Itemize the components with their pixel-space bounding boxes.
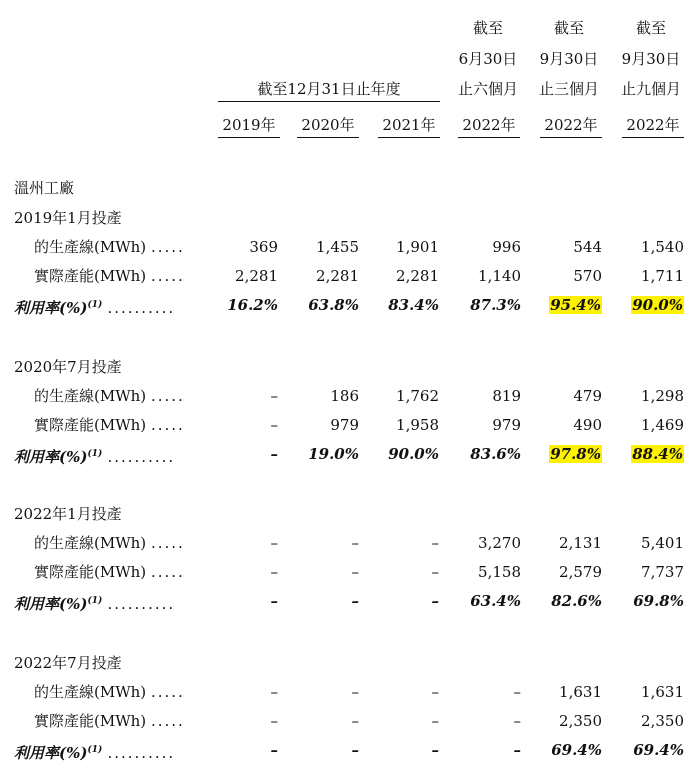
col5-header-line1: 截至 <box>553 19 584 37</box>
cell-text: 82.6% <box>551 592 602 610</box>
cell-value <box>532 589 602 613</box>
cell-text: – <box>431 592 439 610</box>
utilization-label <box>14 442 175 469</box>
cell-value <box>451 738 521 762</box>
cell-value <box>614 560 684 584</box>
utilization-row <box>0 442 700 466</box>
leader-dots: ..... <box>150 683 185 701</box>
capacity-row <box>0 264 700 288</box>
cell-text: 544 <box>573 238 602 256</box>
footnote-marker: (1) <box>87 596 103 606</box>
cell-text: 1,958 <box>396 416 439 434</box>
cell-text: – <box>351 563 359 581</box>
cell-value <box>369 531 439 555</box>
cell-text: – <box>351 592 359 610</box>
leader-dots: .......... <box>107 299 176 317</box>
cell-value <box>614 709 684 733</box>
col1-header-year: 2019年 <box>218 115 280 138</box>
cell-text: 90.0% <box>388 445 439 463</box>
cell-value <box>451 560 521 584</box>
cell-text: 2,281 <box>235 267 278 285</box>
cell-text: 83.4% <box>388 296 439 314</box>
cell-value <box>451 589 521 613</box>
cell-value <box>289 264 359 288</box>
cell-value <box>208 264 278 288</box>
cell-text: – <box>513 741 521 759</box>
row-label-text: 利用率(%) <box>14 448 88 466</box>
col2-header-year: 2020年 <box>297 115 359 138</box>
section-title: 2020年7月投產 <box>14 358 122 376</box>
cell-text: – <box>431 712 439 730</box>
capacity-label <box>34 264 185 288</box>
cell-value <box>614 264 684 288</box>
cell-value <box>532 235 602 259</box>
cell-text: 2,579 <box>559 563 602 581</box>
cell-value <box>614 589 684 613</box>
col6-header-year: 2022年 <box>622 115 684 138</box>
cell-value <box>532 413 602 437</box>
cell-text: – <box>351 741 359 759</box>
cell-text: – <box>431 563 439 581</box>
cell-text: 1,762 <box>396 387 439 405</box>
cell-value <box>289 709 359 733</box>
section-title-row <box>0 651 700 675</box>
cell-value <box>532 293 602 317</box>
cell-value <box>369 293 439 317</box>
cell-text: 979 <box>492 416 521 434</box>
cell-text: – <box>270 563 278 581</box>
cell-value <box>451 709 521 733</box>
cell-value <box>369 413 439 437</box>
cell-value <box>614 738 684 762</box>
output-label <box>34 680 185 704</box>
cell-value <box>289 589 359 613</box>
cell-text: 1,540 <box>641 238 684 256</box>
cell-value <box>208 560 278 584</box>
cell-value <box>451 235 521 259</box>
cell-text: – <box>270 445 278 463</box>
cell-value <box>289 384 359 408</box>
cell-text: – <box>351 683 359 701</box>
cell-value <box>451 442 521 466</box>
leader-dots: ..... <box>150 712 185 730</box>
cell-value <box>289 235 359 259</box>
cell-text: 1,711 <box>641 267 684 285</box>
cell-text: – <box>431 683 439 701</box>
plant-title-row <box>0 176 700 200</box>
row-label-text: 實際產能(MWh) <box>34 563 147 581</box>
leader-dots: ..... <box>150 534 185 552</box>
cell-text: 69.8% <box>633 592 684 610</box>
cell-value <box>208 235 278 259</box>
cell-value <box>289 738 359 762</box>
cell-text: 87.3% <box>470 296 521 314</box>
col4-header-line3: 止六個月 <box>457 80 518 98</box>
cell-value <box>208 589 278 613</box>
plant-title: 溫州工廠 <box>14 179 75 197</box>
cell-value <box>532 680 602 704</box>
leader-dots: .......... <box>107 744 176 762</box>
cell-text: 16.2% <box>227 296 278 314</box>
output-row <box>0 531 700 555</box>
cell-value <box>451 680 521 704</box>
cell-text: – <box>270 683 278 701</box>
cell-value <box>369 589 439 613</box>
row-label-text: 的生產線(MWh) <box>34 534 147 552</box>
cell-value <box>208 709 278 733</box>
col4-header-line1: 截至 <box>472 19 503 37</box>
leader-dots: ..... <box>150 238 185 256</box>
col4-header-year: 2022年 <box>458 115 520 138</box>
leader-dots: ..... <box>150 267 185 285</box>
cell-text: – <box>351 712 359 730</box>
cell-text: 979 <box>330 416 359 434</box>
output-label <box>34 531 185 555</box>
col3-header-year: 2021年 <box>378 115 440 138</box>
col6-header-line1: 截至 <box>635 19 666 37</box>
cell-text: – <box>513 683 521 701</box>
capacity-label <box>34 709 185 733</box>
cell-value <box>208 384 278 408</box>
cell-text: 1,140 <box>478 267 521 285</box>
cell-text: 1,298 <box>641 387 684 405</box>
row-label-text: 的生產線(MWh) <box>34 683 147 701</box>
section-title: 2019年1月投產 <box>14 209 122 227</box>
cell-text: 1,901 <box>396 238 439 256</box>
cell-text: 69.4% <box>633 741 684 759</box>
output-row <box>0 680 700 704</box>
cell-text: 5,158 <box>478 563 521 581</box>
cell-text: 95.4% <box>550 296 601 314</box>
cell-text: – <box>351 534 359 552</box>
cell-text: 1,631 <box>641 683 684 701</box>
cell-text: 63.4% <box>470 592 521 610</box>
cell-value <box>208 442 278 466</box>
cell-value <box>289 442 359 466</box>
output-label <box>34 384 185 408</box>
output-row <box>0 235 700 259</box>
leader-dots: .......... <box>107 595 176 613</box>
cell-text: 3,270 <box>478 534 521 552</box>
cell-value <box>614 680 684 704</box>
cell-text: 5,401 <box>641 534 684 552</box>
cell-text: 97.8% <box>550 445 601 463</box>
row-label-text: 實際產能(MWh) <box>34 712 147 730</box>
cell-text: 2,281 <box>396 267 439 285</box>
output-row <box>0 384 700 408</box>
leader-dots: ..... <box>150 563 185 581</box>
utilization-row <box>0 738 700 762</box>
cell-text: 819 <box>492 387 521 405</box>
cell-text: 83.6% <box>470 445 521 463</box>
cell-value <box>532 709 602 733</box>
cell-text: 186 <box>330 387 359 405</box>
section-title-row <box>0 502 700 526</box>
leader-dots: .......... <box>107 448 176 466</box>
cell-text: 63.8% <box>308 296 359 314</box>
utilization-label <box>14 293 175 320</box>
capacity-label <box>34 413 185 437</box>
leader-dots: ..... <box>150 387 185 405</box>
utilization-label <box>14 589 175 616</box>
cell-value <box>614 235 684 259</box>
cell-value <box>208 738 278 762</box>
cell-value <box>532 264 602 288</box>
cell-value <box>451 531 521 555</box>
cell-value <box>289 531 359 555</box>
cell-text: 7,737 <box>641 563 684 581</box>
capacity-label <box>34 560 185 584</box>
section-title-row <box>0 355 700 379</box>
cell-value <box>532 738 602 762</box>
cell-text: 90.0% <box>632 296 683 314</box>
cell-value <box>532 560 602 584</box>
cell-text: – <box>431 741 439 759</box>
cell-value <box>369 384 439 408</box>
cell-text: 2,350 <box>641 712 684 730</box>
output-label <box>34 235 185 259</box>
row-label-text: 利用率(%) <box>14 744 88 762</box>
fiscal-year-group-header: 截至12月31日止年度 <box>218 79 440 102</box>
row-label-text: 利用率(%) <box>14 595 88 613</box>
footnote-marker: (1) <box>87 300 103 310</box>
capacity-row <box>0 709 700 733</box>
col5-header-line3: 止三個月 <box>538 80 599 98</box>
footnote-marker: (1) <box>87 745 103 755</box>
cell-value <box>289 560 359 584</box>
cell-value <box>532 384 602 408</box>
cell-value <box>451 264 521 288</box>
cell-text: – <box>513 712 521 730</box>
cell-text: 1,469 <box>641 416 684 434</box>
cell-value <box>369 709 439 733</box>
cell-value <box>614 293 684 317</box>
row-label-text: 實際產能(MWh) <box>34 416 147 434</box>
cell-text: – <box>270 741 278 759</box>
cell-value <box>208 413 278 437</box>
cell-value <box>289 680 359 704</box>
cell-value <box>614 531 684 555</box>
cell-text: – <box>270 592 278 610</box>
utilization-row <box>0 589 700 613</box>
row-label-text: 的生產線(MWh) <box>34 238 147 256</box>
cell-text: 490 <box>573 416 602 434</box>
utilization-label <box>14 738 175 765</box>
cell-value <box>614 442 684 466</box>
cell-text: 1,631 <box>559 683 602 701</box>
cell-text: – <box>431 534 439 552</box>
cell-value <box>369 235 439 259</box>
cell-value <box>369 264 439 288</box>
col5-header-year: 2022年 <box>540 115 602 138</box>
col6-header-line2: 9月30日 <box>621 50 681 68</box>
footnote-marker: (1) <box>87 449 103 459</box>
cell-text: 570 <box>573 267 602 285</box>
cell-text: 2,281 <box>316 267 359 285</box>
cell-text: 1,455 <box>316 238 359 256</box>
capacity-row <box>0 413 700 437</box>
cell-value <box>289 293 359 317</box>
col4-header-line2: 6月30日 <box>458 50 518 68</box>
cell-value <box>614 413 684 437</box>
cell-text: – <box>270 416 278 434</box>
section-title-row <box>0 206 700 230</box>
cell-value <box>208 680 278 704</box>
cell-value <box>532 442 602 466</box>
col5-header-line2: 9月30日 <box>539 50 599 68</box>
cell-value <box>451 413 521 437</box>
cell-value <box>451 384 521 408</box>
cell-text: 2,350 <box>559 712 602 730</box>
row-label-text: 實際產能(MWh) <box>34 267 147 285</box>
cell-value <box>369 560 439 584</box>
cell-text: – <box>270 712 278 730</box>
cell-value <box>369 442 439 466</box>
col6-header-line3: 止九個月 <box>620 80 681 98</box>
section-title: 2022年1月投產 <box>14 505 122 523</box>
cell-value <box>369 738 439 762</box>
cell-text: 479 <box>573 387 602 405</box>
cell-value <box>289 413 359 437</box>
cell-text: 88.4% <box>632 445 683 463</box>
utilization-row <box>0 293 700 317</box>
leader-dots: ..... <box>150 416 185 434</box>
row-label-text: 的生產線(MWh) <box>34 387 147 405</box>
cell-text: 19.0% <box>308 445 359 463</box>
cell-text: – <box>270 534 278 552</box>
capacity-row <box>0 560 700 584</box>
cell-text: 996 <box>492 238 521 256</box>
cell-text: 369 <box>249 238 278 256</box>
row-label-text: 利用率(%) <box>14 299 88 317</box>
cell-text: 69.4% <box>551 741 602 759</box>
cell-value <box>208 293 278 317</box>
cell-value <box>369 680 439 704</box>
cell-text: 2,131 <box>559 534 602 552</box>
cell-value <box>208 531 278 555</box>
cell-value <box>614 384 684 408</box>
section-title: 2022年7月投產 <box>14 654 122 672</box>
cell-value <box>451 293 521 317</box>
cell-value <box>532 531 602 555</box>
cell-text: – <box>270 387 278 405</box>
